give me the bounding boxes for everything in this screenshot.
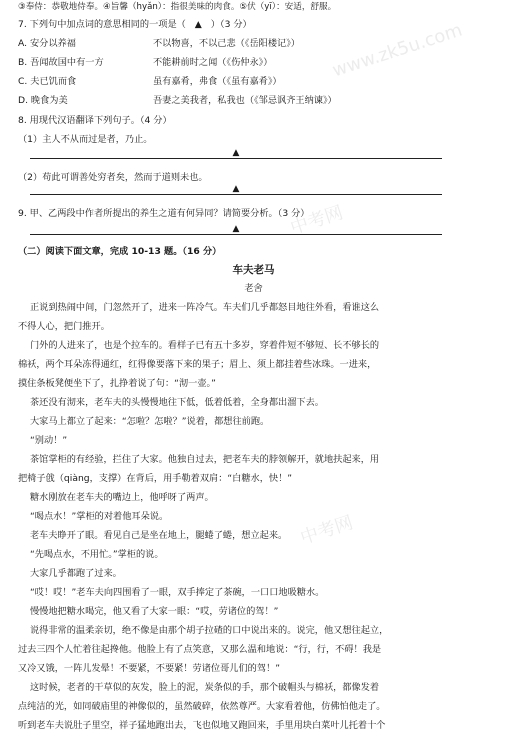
article-line: 不得人心，把门推开。: [18, 321, 110, 332]
article-line: 听到老车夫说肚子里空，祥子猛地跑出去，飞也似地又跑回来，手里用块白菜叶儿托着十个: [18, 720, 386, 731]
article-line: “别动！”: [30, 435, 68, 446]
answer-line[interactable]: [30, 226, 442, 236]
underline: [30, 158, 442, 159]
q8-sentence-1: （1）主人不从而过是者，乃止。: [18, 134, 153, 145]
article-line: 棉袄，两个耳朵冻得通红，红得像要落下来的果子；眉上、须上都挂着些冰珠。一进来，: [18, 359, 377, 370]
article-author: 老舍: [244, 283, 263, 294]
article-line: 摸住条板凳便坐下了，扎挣着说了句：“沏一壶。”: [18, 378, 216, 389]
question-9-stem: 9. 甲、乙两段中作者所提出的养生之道有何异同？请简要分析。（3 分）: [18, 208, 310, 219]
article-line: 老车夫睁开了眼。看见自己是坐在地上，腿蜷了蜷，想立起来。: [30, 530, 288, 541]
option-right: 不以物喜，不以己悲（《岳阳楼记》）: [153, 38, 300, 49]
article-line: 大家马上都立了起来：“怎啦？怎啦？”说着，都想往前跑。: [30, 416, 270, 427]
watermark: 中考网: [297, 512, 356, 549]
article-line: 说得非常的温柔亲切，绝不像是由那个胡子拉碴的口中说出来的。说完，他又想往起立，: [30, 625, 389, 636]
q7-option-c: [18, 76, 76, 88]
q7-stem-end: ）（3 分）: [210, 19, 252, 30]
option-right: 不能耕前时之闻（《伤仲永》）: [153, 57, 273, 68]
answer-mark: ▲: [232, 224, 240, 234]
article-title: 车夫老马: [232, 264, 275, 276]
article-line: 大家几乎都跑了过来。: [30, 568, 122, 579]
article-line: 过去三四个人忙着往起搀他。他脸上有了点笑意，又那么温和地说：“行，行，不碍！我是: [18, 644, 382, 655]
question-7-stem: [18, 19, 252, 31]
article-line: 门外的人进来了，也是个拉车的。看样子已有五十多岁，穿着件短不够短、长不够长的: [30, 340, 380, 351]
answer-mark: ▲: [232, 184, 240, 194]
option-left: A. 安分以养福: [18, 38, 76, 49]
top-note: ③奉侍：恭敬地侍奉。④旨馨（hyǎn）：指很美味的肉食。⑤伏（yī）：安适，舒服。: [18, 2, 337, 12]
answer-blank-mark: ▲: [194, 19, 202, 30]
option-right: 吾妻之美我者，私我也（《邹忌讽齐王纳谏》）: [153, 95, 337, 106]
option-left: B. 吾闻故国中有一方: [18, 57, 104, 68]
article-line: 茶还没有沏来，老车夫的头慢慢地往下低，低着低着，全身都出溜下去。: [30, 397, 324, 408]
option-left: C. 夫已饥而食: [18, 76, 77, 87]
option-left: D. 晚食为美: [18, 95, 68, 106]
answer-line[interactable]: [30, 150, 442, 160]
underline: [30, 194, 442, 195]
option-right: 虽有嘉肴，弗食（《虽有嘉肴》）: [153, 76, 282, 87]
q7-stem-text: 7. 下列句中加点词的意思相同的一项是（: [18, 19, 186, 30]
article-line: “先喝点水，不用忙。”掌柜的说。: [30, 549, 164, 560]
watermark: 中考网: [287, 202, 346, 239]
watermark: www.zk5u.com: [329, 19, 465, 82]
section-heading: （二）阅读下面文章，完成 10-13 题。（16 分）: [18, 246, 222, 257]
answer-mark: ▲: [232, 148, 240, 158]
q8-sentence-2: （2）苟此可谓善处穷者矣，然而于道则未也。: [18, 172, 208, 183]
q7-option-b: [18, 57, 104, 69]
article-line: “喝点水！”掌柜的对着他耳朵说。: [30, 511, 169, 522]
underline: [30, 234, 442, 235]
article-line: 这时候，老者的干草似的灰发，脸上的泥，炭条似的手，那个破帽头与棉袄，都像发着: [30, 682, 380, 693]
article-line: 又冷又饿，一阵儿发晕！不要紧，不要紧！劳诸位哥儿们的驾！”: [18, 663, 281, 674]
answer-line[interactable]: [30, 186, 442, 196]
article-line: 把椅子戗（qiàng，支撑）在背后，用手勒着双肩：“白糖水，快！”: [18, 473, 293, 484]
article-line: 慢慢地把糖水喝完，他又看了大家一眼：“哎，劳诸位的驾！”: [30, 606, 279, 617]
article-line: “哎！哎！”老车夫向四围看了一眼，双手捧定了茶碗，一口口地吸糖水。: [30, 587, 325, 598]
question-8-stem: 8. 用现代汉语翻译下列句子。（4 分）: [18, 115, 172, 126]
q7-option-d: [18, 95, 68, 107]
q7-option-a: [18, 38, 76, 50]
article-line: 茶馆掌柜的有经验，拦住了大家。他独自过去，把老车夫的脖领解开，就地扶起来，用: [30, 454, 380, 465]
article-line: 正说到热闹中间，门忽然开了，进来一阵冷气。车夫们几乎都怒目地往外看，看谁这么: [30, 302, 380, 313]
article-line: 点纯洁的光，如同破庙里的神像似的，虽然破碎，依然尊严。大家看着他，仿佛怕他走了。: [18, 701, 386, 712]
article-line: 糖水刚放在老车夫的嘴边上，他呼呀了两声。: [30, 492, 214, 503]
